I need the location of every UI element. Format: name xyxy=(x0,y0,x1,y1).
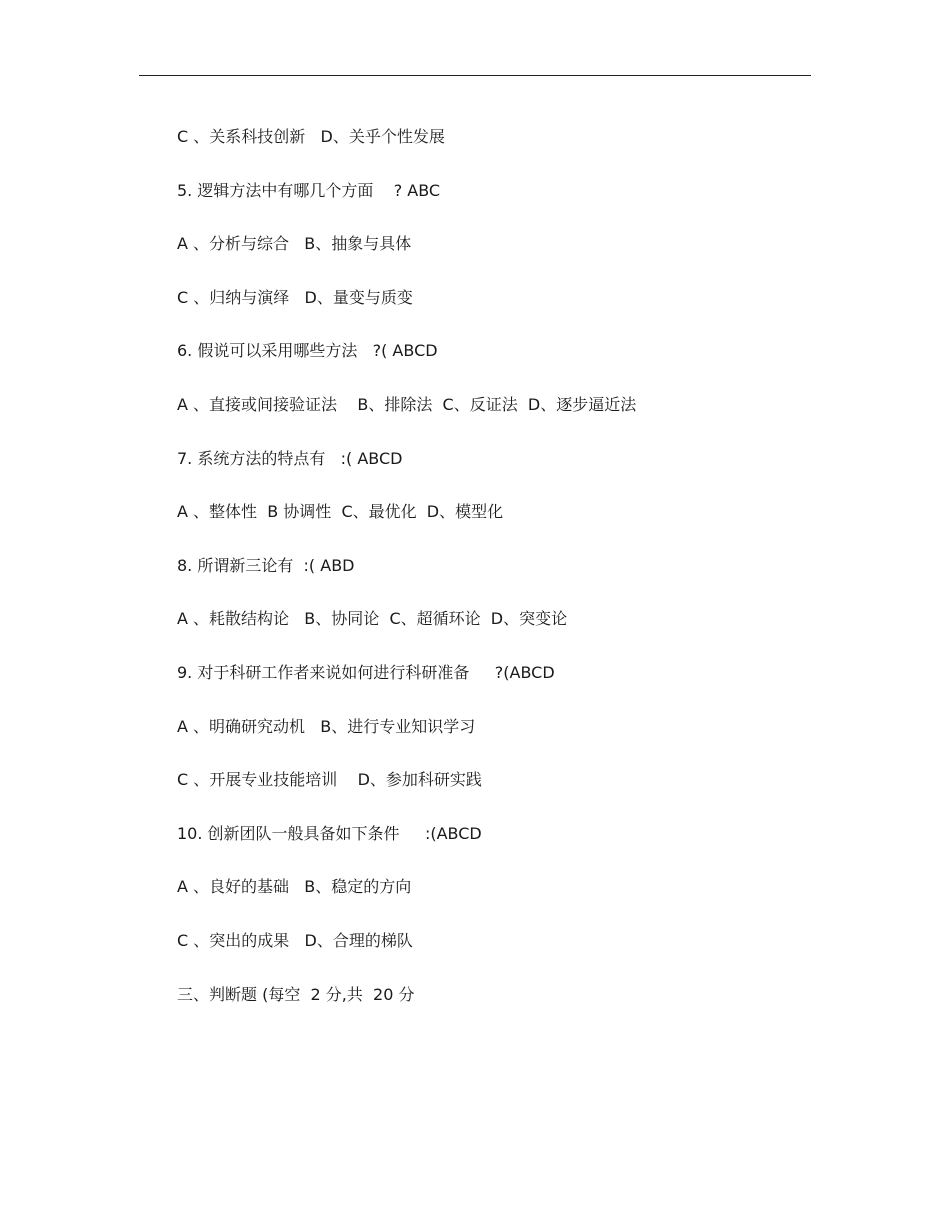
question-5: 5. 逻辑方法中有哪几个方面 ? ABC xyxy=(177,180,441,200)
option-line-9-ab: A 、明确研究动机 B、进行专业知识学习 xyxy=(177,716,476,736)
option-line-10-cd: C 、突出的成果 D、合理的梯队 xyxy=(177,930,413,950)
option-line-5-ab: A 、分析与综合 B、抽象与具体 xyxy=(177,234,412,254)
option-line-5-cd: C 、归纳与演绎 D、量变与质变 xyxy=(177,287,413,307)
document-body xyxy=(177,122,817,1033)
question-6: 6. 假说可以采用哪些方法 ?( ABCD xyxy=(177,341,438,361)
question-10: 10. 创新团队一般具备如下条件 :(ABCD xyxy=(177,823,482,843)
header-rule xyxy=(139,75,811,76)
option-line-6: A 、直接或间接验证法 B、排除法 C、反证法 D、逐步逼近法 xyxy=(177,394,637,414)
option-line-8: A 、耗散结构论 B、协同论 C、超循环论 D、突变论 xyxy=(177,609,568,629)
option-line-4-cd: C 、关系科技创新 D、关乎个性发展 xyxy=(177,127,445,146)
question-7: 7. 系统方法的特点有 :( ABCD xyxy=(177,448,403,468)
option-line-7: A 、整体性 B 协调性 C、最优化 D、模型化 xyxy=(177,502,504,522)
question-8: 8. 所谓新三论有 :( ABD xyxy=(177,555,355,575)
section-heading-judgement: 三、判断题 (每空 2 分,共 20 分 xyxy=(177,984,415,1004)
option-line-10-ab: A 、良好的基础 B、稳定的方向 xyxy=(177,877,412,897)
option-line-9-cd: C 、开展专业技能培训 D、参加科研实践 xyxy=(177,770,482,790)
question-9: 9. 对于科研工作者来说如何进行科研准备 ?(ABCD xyxy=(177,662,555,682)
